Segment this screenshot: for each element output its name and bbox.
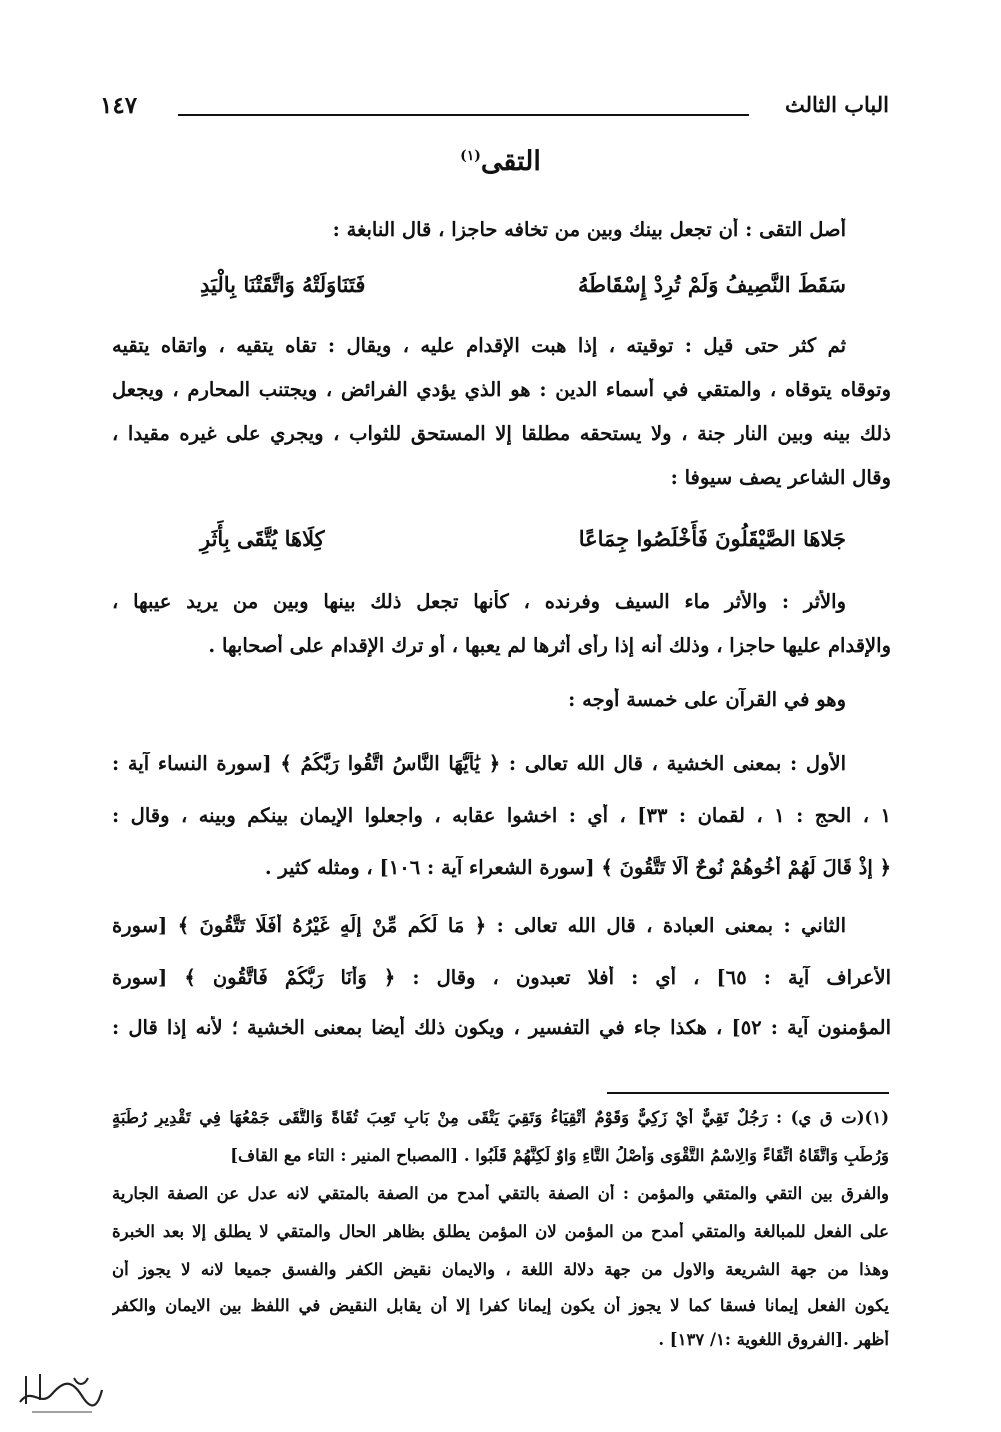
page-number: ١٤٧ <box>100 92 138 119</box>
paragraph-2-line: والإقدام عليها حاجزا ، وذلك أنه إذا رأى أثرها لم يعبها ، أو ترك الإقدام على أصحابها . <box>208 634 891 657</box>
verse-2 <box>200 526 846 560</box>
verse-1 <box>200 272 846 306</box>
watermark-logo <box>12 1356 108 1420</box>
verse-2-first-hemistich: جَلاهَا الصَّيْقَلُونَ فَأَخْلَصُوا جِمَاعًا <box>578 526 846 551</box>
footnote-line: يكون الفعل إيمانا فسقا كما لا يجوز أن يكون إيمانا كفرا إلا أن يقابل النقيض في اللفظ بين الايمان والكفر <box>112 1296 889 1315</box>
section-1-line: ﴿ إِذْ قَالَ لَهُمْ أَخُوهُمْ نُوحٌ أَلَا تَتَّقُونَ ﴾ [سورة الشعراء آية : ١٠٦] ، ومثله كثير . <box>264 856 891 879</box>
heading-title: التقى <box>480 146 541 177</box>
section-2-line: الثاني : بمعنى العبادة ، قال الله تعالى : ﴿ مَا لَكُم مِّنْ إِلَٰهٍ غَيْرُهُ أَفَلَا تَتَّقُونَ ﴾ [سورة <box>112 914 846 937</box>
section-2-line: المؤمنون آية : ٥٢] ، هكذا جاء في التفسير ، ويكون ذلك أيضا بمعنى الخشية ؛ لأنه إذا قال : <box>112 1016 891 1039</box>
paragraph-1-line: وتوقاه يتوقاه ، والمتقي في أسماء الدين : هو الذي يؤدي الفرائض ، ويجتنب المحارم ، ويجعل <box>112 378 891 401</box>
paragraph-1-line: ثم كثر حتى قيل : توقيته ، إذا هبت الإقدام عليه ، ويقال : تقاه يتقيه ، واتقاه يتقيه <box>112 334 846 357</box>
footnote-separator <box>607 1092 889 1094</box>
running-title: الباب الثالث <box>784 92 889 117</box>
verse-1-second-hemistich: فَتَنَاوَلَتْهُ وَاتَّقَتْنَا بِالْيَدِ <box>200 272 366 297</box>
footnote-line: وَرُطَبٍ وَاتَّقَاهُ اتِّقَاءً وَالِاسْمُ التَّقْوَى وَأَصْلُ التَّاءِ وَاوٌ لَكِنَّهُمْ قَلَبُوا . [المصباح المنير : التاء مع القاف] <box>230 1146 889 1165</box>
footnote-line: وهذا من جهة الشريعة والاول من جهة دلالة اللغة ، والايمان نقيض الكفر والفسق جميعا لانه لا يجوز أن <box>112 1260 889 1279</box>
verse-2-second-hemistich: كِلَاهَا يُتَّقَى بِأَثَرِ <box>200 526 325 551</box>
section-1-line: الأول : بمعنى الخشية ، قال الله تعالى : ﴿ يَٰأَيُّهَا النَّاسُ اتَّقُوا رَبَّكُمُ ﴾ [سورة النساء آية : <box>112 752 846 775</box>
footnote-line: على الفعل للمبالغة والمتقي أمدح من المؤمن لان المؤمن يطلق بظاهر الحال والمتقي لا يطلق إلا بعد الخبرة <box>112 1222 889 1241</box>
paragraph-2-line: والأثر : والأثر ماء السيف وفرنده ، كأنها تجعل ذلك بينها وبين من يريد عيبها ، <box>112 590 846 613</box>
heading-note-marker: (١) <box>460 148 481 164</box>
header-rule <box>178 114 749 116</box>
section-heading <box>0 146 1001 177</box>
paragraph-1-line: وقال الشاعر يصف سيوفا : <box>670 466 891 489</box>
section-1-line: ١ ، الحج : ١ ، لقمان : ٣٣] ، أي : اخشوا عقابه ، واجعلوا الإيمان بينكم وبينه ، وقال : <box>112 804 891 827</box>
intro-line: أصل التقى : أن تجعل بينك وبين من تخافه حاجزا ، قال النابغة : <box>332 218 846 241</box>
section-2-line: الأعراف آية : ٦٥] ، أي : أفلا تعبدون ، وقال : ﴿ وَأَنَا رَبُّكُمْ فَاتَّقُونِ ﴾ [سورة <box>112 966 891 989</box>
footnote-line: أظهر .[الفروق اللغوية :١/ ١٣٧] . <box>658 1330 889 1349</box>
footnote-line: (١)(ت ق ي) : رَجُلٌ تَقِيٌّ أَيْ زَكِيٌّ وَقَوْمٌ أَتْقِيَاءُ وَتَقِيَ يَتْقَى مِنْ بَابِ تَعِبَ تُقَاةً وَالتُّقَى جَمْعُهَا فِي تَقْدِيرِ رُطَبَةٍ <box>112 1108 889 1127</box>
footnote-line: والفرق بين التقي والمتقي والمؤمن : أن الصفة بالتقي أمدح من الصفة بالمتقي لانه عدل عن الصفة الجارية <box>112 1184 889 1203</box>
paragraph-3: وهو في القرآن على خمسة أوجه : <box>568 688 846 711</box>
verse-1-first-hemistich: سَقَطَ النَّصِيفُ وَلَمْ تُرِدْ إِسْقَاطَهُ <box>578 272 846 297</box>
paragraph-1-line: ذلك بينه وبين النار جنة ، ولا يستحقه مطلقا إلا المستحق للثواب ، ويجري على غيره مقيدا ، <box>112 422 891 445</box>
running-header <box>100 92 889 132</box>
